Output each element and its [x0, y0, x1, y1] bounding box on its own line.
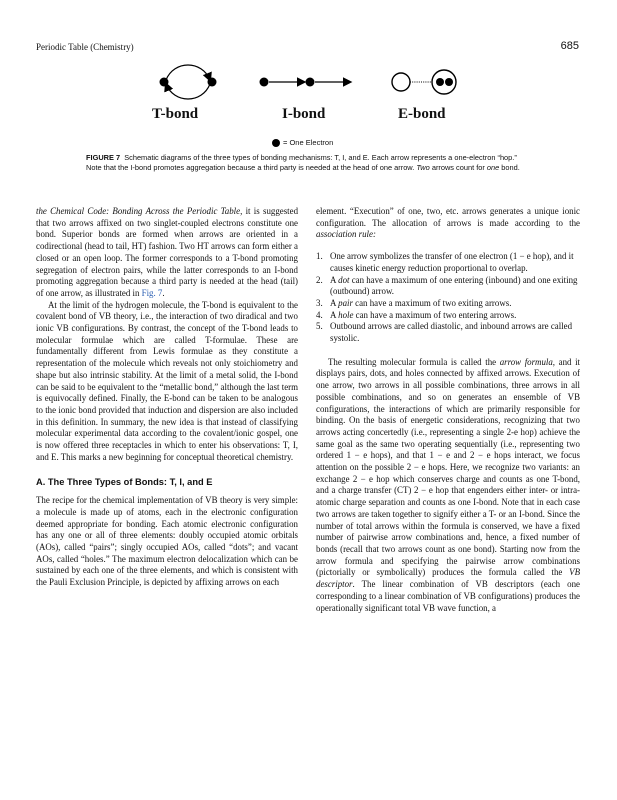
paragraph	[36, 206, 298, 300]
paragraph-text: element. “Execution” of one, two, etc. arrows generates a unique ionic configuration. The allocation of arrows is made according to the	[316, 206, 580, 228]
legend-text: = One Electron	[283, 138, 334, 147]
electron-dot	[436, 78, 444, 86]
paragraph: At the limit of the hydrogen molecule, the T-bond is equivalent to the covalent bond of VB theory, i.e., the interaction of two diradical and two ionic VB configurations. By contrast, the concept of the T-bond leads to molecular formulae which are called T-formulae. These are fundamentally different from Lewis formulae as they constitute a representation of the molecule which reveals not only stoichiometry and shape but also intrinsic stability. At the limit of a metal solid, the I-bond can be said to be equivalent to the “metallic bond,” although the last term is equivocally defined. Finally, the E-bond can be taken to be analogous to the ionic bond provided that induction and dispersion are also included in this definition. In summary, the new idea is that instead of classifying molecular experimental data according to the covalent/ionic gospel, one is now offered three receptacles in which to enter his observations: T, I, and E. This marks a new beginning for conceptual theoretical chemistry.	[36, 299, 298, 462]
right-column	[316, 206, 580, 614]
figure-caption	[86, 153, 526, 173]
figure-legend	[272, 138, 333, 147]
electron-dot	[306, 78, 315, 87]
punctuation: .	[162, 287, 165, 298]
caption-text: Schematic diagrams of the three types of bonding mechanisms: T, I, and E. Each arrow represents a one-electron “hop.” Note that the I-bond promotes aggregation because a third party is needed at the head of one arrow.	[86, 153, 517, 172]
list-item: 5. Outbound arrows are called diastolic, and inbound arrows are called systolic.	[316, 321, 573, 344]
caption-label: FIGURE 7	[86, 153, 121, 162]
electron-dot	[445, 78, 453, 86]
caption-italic: Two	[416, 163, 430, 172]
electron-dot	[160, 78, 169, 87]
caption-italic-2: one	[486, 163, 500, 172]
i-bond-diagram	[260, 78, 351, 87]
page-number: 685	[560, 40, 579, 52]
e-bond-diagram	[392, 70, 456, 94]
term-arrow-formula: arrow formula,	[499, 356, 556, 367]
book-title: the Chemical Code: Bonding Across the Periodic Table,	[36, 206, 243, 216]
i-bond-label: I-bond	[282, 106, 326, 122]
e-bond-label: E-bond	[398, 106, 446, 122]
paragraph	[316, 206, 580, 241]
list-item: 1. One arrow symbolizes the transfer of one electron (1 − e hop), and it causes kinetic energy reduction proportional to overlap.	[316, 251, 574, 273]
t-bond-diagram	[160, 65, 217, 99]
list-item: 2. A dot can have a maximum of one entering (inbound) and one exiting (outbound) arrow.	[316, 274, 578, 297]
figure-link[interactable]: Fig. 7	[141, 287, 163, 298]
left-column	[36, 206, 298, 589]
bond-diagrams	[130, 58, 500, 138]
electron-dot	[260, 78, 269, 87]
caption-end: bond.	[501, 163, 520, 172]
electron-dot-icon	[272, 139, 280, 147]
association-rule-list	[316, 251, 580, 345]
paragraph: The resulting molecular formula is called the arrow formula, and it displays pairs, dots, and holes connected by affixed arrows. Execution of one arrow, two arrows in all possible combinations, three arrows in all possible combinations, and so on generates an ensemble of VB configurations, the interactions of which are primarily responsible for binding. On the basis of energetic considerations, recognizing that two arrows acting concertedly (i.e., representing a single 2-e hop) achieve the same goal as the same two operating sequentially (i.e., representing two ordered 1 − e hops), and that 1 − e and 2 − e hops interact, we focus attention on the possible 2 − e hops. Here, we recognize two variants: an exchange 2 − e hop which conserves charge and counts as one T-bond, and a charge transfer (CT) 2 − e hop that engenders either inter- or intra-atomic charge separation and counts as one I-bond. Note that in each case two arrows are taken together to signify either a T- or an I-bond. Since the number of total arrows within the formula is conserved, we have a fixed number of pairwise arrow combinations and, hence, a fixed number of bonds (recall that two arrows count as one bond). Starting now from the arrow formula and specifying the pairwise arrow combinations (pictorially or symbolically) produces the formula called the VB descriptor. The linear combination of VB descriptors (each one corresponding to a linear combination of VB configurations) produces the operationally significant total VB wave function, a	[316, 356, 581, 613]
paragraph-text: it is suggested that two arrows affixed on two singlet-coupled electrons constitute one bond. Superior bonds are formed when arrows are oriented in a codirectional (head to tail, HT) fashion. Two HT arrows can form either a closed or an open loop. The former corresponds to a T-bond promoting segregation of electron pairs, while the latter corresponds to an I-bond promoting aggregation because a third party is needed at the head (tail) of one arrow, as illustrated in	[36, 206, 299, 298]
caption-tail: arrows count for	[431, 163, 485, 172]
paragraph: The recipe for the chemical implementation of VB theory is very simple: a molecule is made up of atoms, each in the electronic configuration deemed appropriate for bonding. Each atomic electronic configuration has any one or all of three elements: doubly occupied atomic orbitals (AOs), called “pairs”; singly occupied AOs, called “dots”; and vacant AOs, called “holes.” The maximum electron delocalization which can be sustained by each one of the three elements, and which is consistent with the Pauli Exclusion Principle, is depicted by affixing arrows on each	[36, 495, 298, 588]
list-item: 4. A hole can have a maximum of two entering arrows.	[316, 309, 517, 320]
electron-dot	[208, 78, 217, 87]
running-header-title: Periodic Table (Chemistry)	[36, 42, 134, 52]
term-vb-descriptor: VB descriptor	[316, 567, 581, 590]
t-bond-label: T-bond	[152, 106, 199, 122]
rule-name: association rule:	[316, 229, 376, 240]
section-heading: A. The Three Types of Bonds: T, I, and E	[36, 477, 213, 488]
list-item: 3. A pair can have a maximum of two exiting arrows.	[316, 297, 512, 308]
